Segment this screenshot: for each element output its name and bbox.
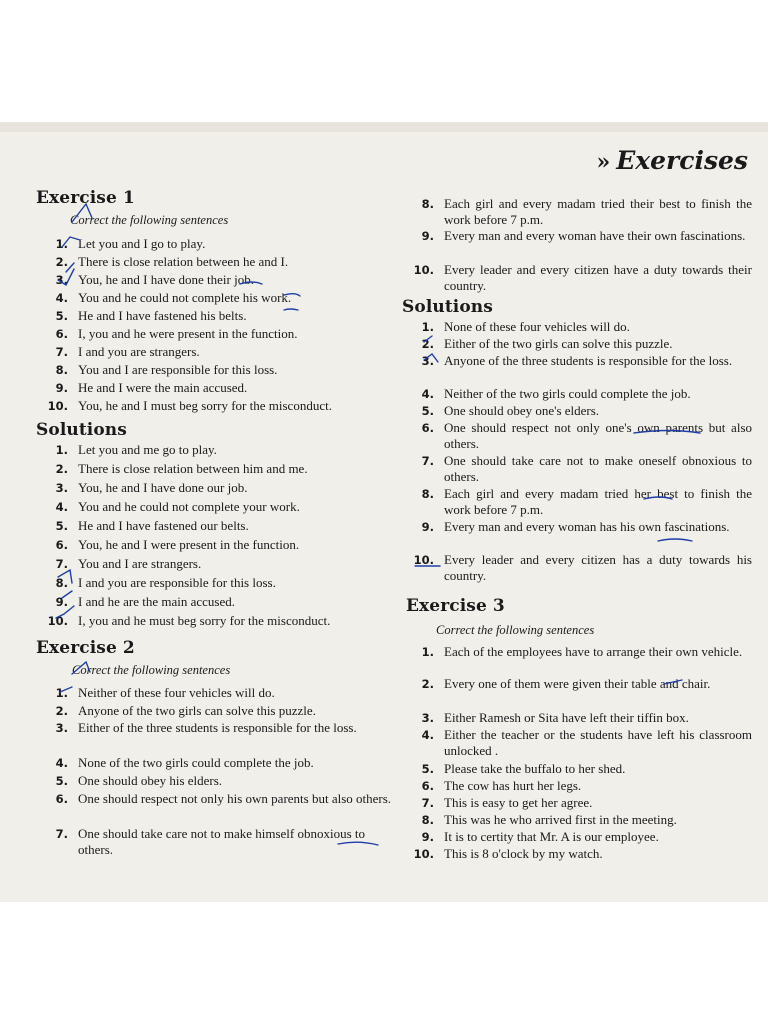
item-text: This is 8 o'clock by my watch. <box>444 846 603 861</box>
book-page <box>0 122 768 902</box>
item-text: It is to certity that Mr. A is our employee. <box>444 829 659 844</box>
item-text: Let you and I go to play. <box>78 236 206 251</box>
item-text: There is close relation between he and I. <box>78 254 289 269</box>
item-text: Either of the two girls can solve this puzzle. <box>444 336 673 351</box>
item-number: 9. <box>55 595 68 609</box>
exercise2-instruction: Correct the following sentences <box>72 663 231 677</box>
item-number: 8. <box>421 197 434 211</box>
item-number: 9. <box>421 830 434 844</box>
item-number: 3. <box>421 354 434 368</box>
item-number: 7. <box>421 454 434 468</box>
item-text: He and I have fastened his belts. <box>78 308 247 323</box>
item-number: 10. <box>413 553 434 567</box>
item-text: One should obey his elders. <box>78 773 223 788</box>
item-number: 6. <box>421 779 434 793</box>
item-number: 9. <box>55 381 68 395</box>
item-number: 1. <box>55 686 68 700</box>
item-number: 8. <box>55 576 68 590</box>
item-number: 7. <box>55 345 68 359</box>
item-number: 2. <box>421 337 434 351</box>
item-text: I and you are strangers. <box>78 344 200 359</box>
page-edge <box>0 122 768 132</box>
item-number: 4. <box>55 500 68 514</box>
item-number: 2. <box>55 704 68 718</box>
item-number: 2. <box>55 255 68 269</box>
item-number: 5. <box>421 404 434 418</box>
item-text: Every leader and every citizen have a duty towards their country. <box>444 262 752 293</box>
item-number: 1. <box>421 320 434 334</box>
item-number: 6. <box>55 538 68 552</box>
item-text: Neither of these four vehicles will do. <box>78 685 275 700</box>
item-text: Either of the three students is responsible for the loss. <box>78 720 357 735</box>
item-text: This is easy to get her agree. <box>444 795 593 810</box>
item-number: 7. <box>55 557 68 571</box>
exercise1-heading: Exercise 1 <box>36 188 135 208</box>
item-number: 10. <box>47 399 68 413</box>
solutions2-heading: Solutions <box>402 297 493 317</box>
item-text: One should take care not to make oneself obnoxious to others. <box>444 453 752 484</box>
item-text: He and I have fastened our belts. <box>78 518 249 533</box>
item-text: Each girl and every madam tried their best to finish the work before 7 p.m. <box>444 196 752 227</box>
item-number: 1. <box>55 443 68 457</box>
item-text: Each girl and every madam tried her best to finish the work before 7 p.m. <box>444 486 752 517</box>
item-text: You and I are responsible for this loss. <box>78 362 278 377</box>
item-text: I and you are responsible for this loss. <box>78 575 276 590</box>
item-text: One should respect not only one's own parents but also others. <box>444 420 752 451</box>
item-text: There is close relation between him and me. <box>78 461 308 476</box>
item-text: Neither of the two girls could complete the job. <box>444 386 691 401</box>
item-text: Either the teacher or the students have left his classroom unlocked . <box>444 727 752 758</box>
item-text: This was he who arrived first in the meeting. <box>444 812 677 827</box>
item-text: You and he could not complete your work. <box>78 499 300 514</box>
item-text: You, he and I have done their job. <box>78 272 254 287</box>
item-text: One should take care not to make himself obnoxious to others. <box>78 826 366 857</box>
item-text: Either Ramesh or Sita have left their tiffin box. <box>444 710 689 725</box>
exercise3-heading: Exercise 3 <box>406 596 505 616</box>
item-number: 6. <box>421 421 434 435</box>
solutions1-heading: Solutions <box>36 420 127 440</box>
item-number: 3. <box>55 273 68 287</box>
item-number: 5. <box>421 762 434 776</box>
item-text: Every man and every woman have their own fascinations. <box>444 228 746 243</box>
item-text: None of these four vehicles will do. <box>444 319 630 334</box>
item-text: I, you and he must beg sorry for the misconduct. <box>78 613 331 628</box>
item-number: 1. <box>55 237 68 251</box>
item-number: 1. <box>421 645 434 659</box>
item-text: You, he and I have done our job. <box>78 480 248 495</box>
item-number: 8. <box>55 363 68 377</box>
item-text: Anyone of the two girls can solve this puzzle. <box>78 703 316 718</box>
item-text: None of the two girls could complete the job. <box>78 755 314 770</box>
item-number: 6. <box>55 792 68 806</box>
item-number: 9. <box>421 520 434 534</box>
item-text: You and I are strangers. <box>78 556 202 571</box>
item-text: I, you and he were present in the function. <box>78 326 298 341</box>
item-number: 2. <box>55 462 68 476</box>
item-text: He and I were the main accused. <box>78 380 248 395</box>
item-text: You and he could not complete his work. <box>78 290 292 305</box>
item-text: Anyone of the three students is responsible for the loss. <box>444 353 733 368</box>
item-text: One should obey one's elders. <box>444 403 600 418</box>
item-text: Please take the buffalo to her shed. <box>444 761 626 776</box>
item-number: 8. <box>421 487 434 501</box>
item-text: Every man and every woman has his own fascinations. <box>444 519 730 534</box>
item-number: 10. <box>47 614 68 628</box>
pen-underline-has <box>658 539 692 541</box>
page-title-text: Exercises <box>616 146 748 175</box>
item-number: 4. <box>55 291 68 305</box>
item-number: 6. <box>55 327 68 341</box>
item-text: Let you and me go to play. <box>78 442 217 457</box>
item-text: Every one of them were given their table and chair. <box>444 676 711 691</box>
item-number: 5. <box>55 774 68 788</box>
item-number: 9. <box>421 229 434 243</box>
item-number: 7. <box>55 827 68 841</box>
item-number: 3. <box>55 721 68 735</box>
item-text: One should respect not only his own parents but also others. <box>78 791 392 806</box>
exercise3-instruction: Correct the following sentences <box>436 623 595 637</box>
item-text: You, he and I were present in the function. <box>78 537 300 552</box>
item-number: 4. <box>55 756 68 770</box>
item-text: Every leader and every citizen has a duty towards his country. <box>444 552 752 583</box>
exercise1-instruction: Correct the following sentences <box>70 213 229 227</box>
item-number: 4. <box>421 387 434 401</box>
item-number: 7. <box>421 796 434 810</box>
item-text: I and he are the main accused. <box>78 594 236 609</box>
item-number: 3. <box>421 711 434 725</box>
item-number: 10. <box>413 263 434 277</box>
item-number: 3. <box>55 481 68 495</box>
item-text: You, he and I must beg sorry for the misconduct. <box>78 398 332 413</box>
item-number: 8. <box>421 813 434 827</box>
item-number: 2. <box>421 677 434 691</box>
item-text: The cow has hurt her legs. <box>444 778 582 793</box>
item-number: 5. <box>55 309 68 323</box>
item-number: 4. <box>421 728 434 742</box>
page-title <box>596 146 748 175</box>
item-number: 10. <box>413 847 434 861</box>
exercise2-heading: Exercise 2 <box>36 638 135 658</box>
item-text: Each of the employees have to arrange their own vehicle. <box>444 644 743 659</box>
item-number: 5. <box>55 519 68 533</box>
double-chevron-icon: » <box>596 149 611 175</box>
